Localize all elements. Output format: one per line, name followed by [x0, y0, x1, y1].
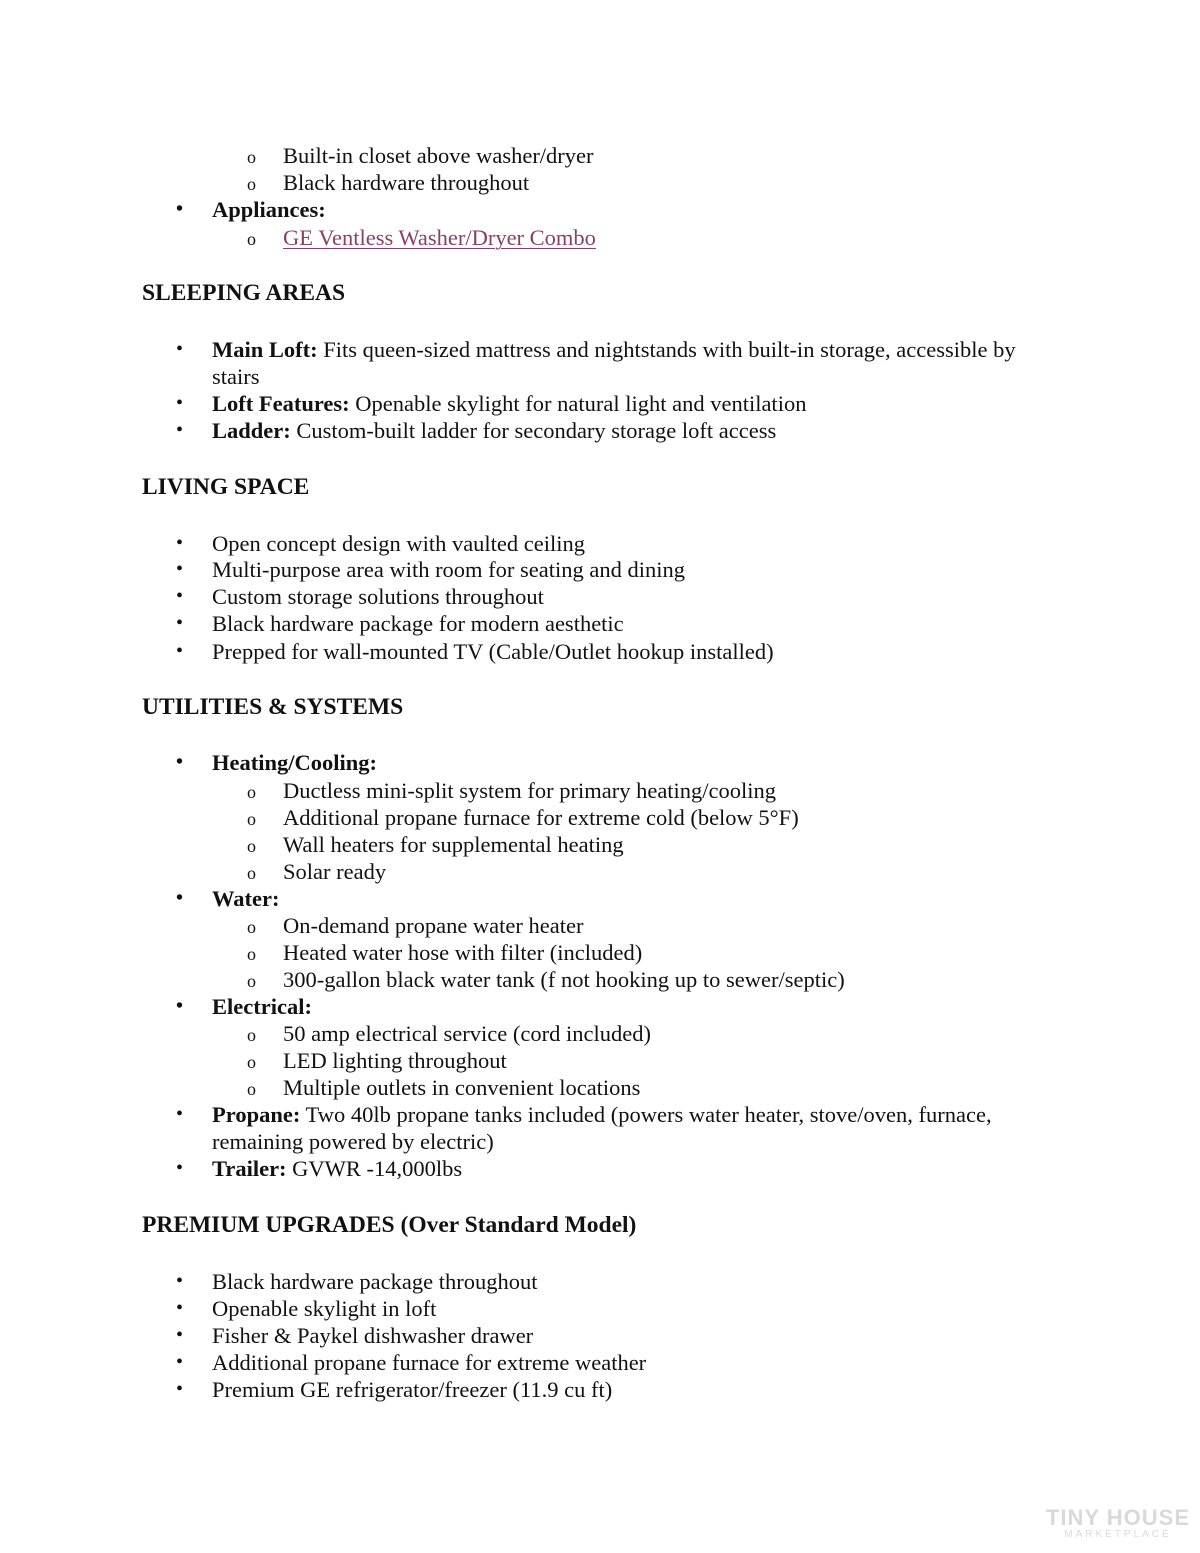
item-text: Custom-built ladder for secondary storage loft access — [290, 418, 777, 443]
list-item: o 300-gallon black water tank (f not hooking up to sewer/septic) — [283, 966, 845, 993]
list-item: o Ductless mini-split system for primary heating/cooling — [283, 777, 776, 804]
list-item: o Black hardware throughout — [283, 169, 529, 196]
list-item: • Multi-purpose area with room for seating and dining — [212, 556, 685, 583]
list-item: • Openable skylight in loft — [212, 1295, 436, 1322]
list-item — [212, 336, 1016, 363]
item-text: Fits queen-sized mattress and nightstands with built-in storage, accessible by — [317, 337, 1016, 362]
water-label: • Water: — [212, 885, 279, 912]
list-item: • Black hardware package throughout — [212, 1268, 538, 1295]
list-item: • Black hardware package for modern aesthetic — [212, 610, 624, 637]
watermark-bottom: MARKETPLACE — [1064, 1529, 1172, 1540]
list-item — [212, 1101, 992, 1128]
list-item: o Wall heaters for supplemental heating — [283, 831, 624, 858]
list-item: o Heated water hose with filter (included) — [283, 939, 642, 966]
electrical-label: • Electrical: — [212, 993, 312, 1020]
item-label: Propane: — [212, 1102, 301, 1127]
list-item — [212, 1155, 462, 1182]
list-item: • Premium GE refrigerator/freezer (11.9 cu ft) — [212, 1376, 612, 1403]
section-heading-living: LIVING SPACE — [142, 474, 310, 500]
list-item — [212, 390, 806, 417]
list-item: o Additional propane furnace for extreme cold (below 5°F) — [283, 804, 799, 831]
section-heading-sleeping: SLEEPING AREAS — [142, 280, 346, 306]
list-item: o Solar ready — [283, 858, 386, 885]
list-item: • Fisher & Paykel dishwasher drawer — [212, 1322, 533, 1349]
washer-dryer-link[interactable]: GE Ventless Washer/Dryer Combo — [283, 225, 596, 250]
appliances-label: • Appliances: — [212, 196, 326, 223]
heating-label: • Heating/Cooling: — [212, 749, 377, 776]
item-text: Openable skylight for natural light and ventilation — [349, 391, 807, 416]
item-text-continued: stairs — [212, 364, 260, 389]
section-heading-upgrades: PREMIUM UPGRADES (Over Standard Model) — [142, 1212, 637, 1238]
item-label: Trailer: — [212, 1156, 287, 1181]
section-heading-utilities: UTILITIES & SYSTEMS — [142, 694, 404, 720]
item-text-continued: remaining powered by electric) — [212, 1129, 494, 1154]
list-item: o LED lighting throughout — [283, 1047, 507, 1074]
list-item — [283, 224, 596, 251]
list-item: • Prepped for wall-mounted TV (Cable/Outlet hookup installed) — [212, 638, 774, 665]
list-item: • Open concept design with vaulted ceiling — [212, 530, 585, 557]
list-item: • Custom storage solutions throughout — [212, 583, 544, 610]
list-item: o Multiple outlets in convenient locations — [283, 1074, 640, 1101]
item-label: Ladder: — [212, 418, 291, 443]
watermark-top: TINY HOUSE — [1045, 1505, 1190, 1530]
list-item: o On-demand propane water heater — [283, 912, 583, 939]
watermark-logo — [1046, 1507, 1190, 1541]
item-label: Loft Features: — [212, 391, 350, 416]
list-item: o Built-in closet above washer/dryer — [283, 142, 594, 169]
list-item — [212, 417, 776, 444]
item-label: Main Loft: — [212, 337, 318, 362]
item-text: Two 40lb propane tanks included (powers water heater, stove/oven, furnace, — [300, 1102, 992, 1127]
item-text: GVWR -14,000lbs — [286, 1156, 463, 1181]
list-item: o 50 amp electrical service (cord included) — [283, 1020, 651, 1047]
list-item: • Additional propane furnace for extreme weather — [212, 1349, 646, 1376]
